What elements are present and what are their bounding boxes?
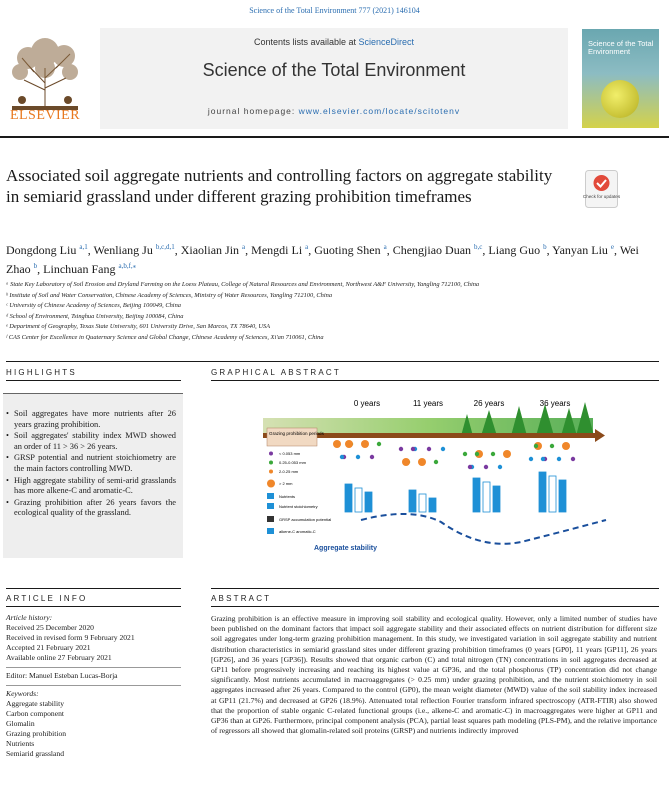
author-name[interactable]: Wenliang Ju $^{b,c,d,1}$ — [93, 243, 175, 257]
aggregate-particle — [333, 440, 341, 448]
section-rule — [211, 588, 659, 589]
legend-label: alkene-C aromatic-C — [279, 529, 316, 534]
divider — [6, 685, 181, 686]
legend-swatch — [267, 503, 274, 509]
article-title: Associated soil aggregate nutrients and controlling factors on aggregate stability in semiarid grassland under different grazing prohibition timeframes — [6, 166, 553, 206]
legend-swatch — [269, 452, 273, 456]
history-entry: Accepted 21 February 2021 — [6, 643, 91, 652]
author-affiliation-marker[interactable]: a — [305, 243, 309, 251]
author-name[interactable]: Linchuan Fang $^{a,b,f,⁎}$ — [43, 262, 137, 276]
header-rule — [0, 136, 669, 138]
aggregate-particle — [340, 455, 344, 459]
history-entry: Available online 27 February 2021 — [6, 653, 112, 662]
legend-label: 0.25-0.053 mm — [279, 460, 306, 465]
affiliation-line: ᵇ Institute of Soil and Water Conservation, Chinese Academy of Sciences, Ministry of Water Resources, Yangling 712100, China — [6, 291, 333, 299]
author-name[interactable]: Wei Zhao $^b$ — [6, 243, 639, 276]
graphical-abstract-figure — [211, 392, 659, 577]
legend-swatch — [267, 516, 274, 522]
aggregate-particle — [529, 457, 533, 461]
cover-graphic — [601, 80, 639, 118]
aggregate-particle — [441, 447, 445, 451]
history-entry: Received 25 December 2020 — [6, 623, 94, 632]
ga-bar — [419, 494, 426, 512]
aggregate-particle — [541, 457, 545, 461]
aggregate-particle — [562, 442, 570, 450]
aggregate-particle — [491, 452, 495, 456]
aggregate-particle — [361, 440, 369, 448]
aggregate-particle — [399, 447, 403, 451]
aggregate-particle — [503, 450, 511, 458]
legend-label: > 2 mm — [279, 481, 293, 486]
divider — [6, 667, 181, 668]
sciencedirect-link[interactable]: ScienceDirect — [358, 37, 415, 47]
affiliations — [6, 280, 666, 344]
section-rule — [211, 606, 659, 607]
aggregate-particle — [370, 455, 374, 459]
check-for-updates-badge[interactable] — [582, 170, 621, 208]
aggregate-particle — [427, 447, 431, 451]
highlight-item: • Soil aggregates have more nutrients after 26 years grazing prohibition. — [6, 409, 176, 430]
author-name[interactable]: Mengdi Li $^a$ — [251, 243, 309, 257]
keyword: Carbon component — [6, 709, 64, 718]
legend-title: Grazing prohibition periods — [269, 431, 324, 436]
highlights-heading: HIGHLIGHTS — [6, 368, 77, 377]
affiliation-line: ᵈ School of Environment, Tsinghua University, Beijing 100084, China — [6, 312, 184, 320]
ga-bar — [493, 486, 500, 512]
section-rule — [6, 361, 659, 362]
aggregate-particle — [534, 444, 538, 448]
history-list — [6, 623, 191, 663]
ga-bar — [355, 488, 362, 512]
article-info-heading: ARTICLE INFO — [6, 594, 88, 603]
aggregate-stability-label: Aggregate stability — [314, 545, 378, 552]
affiliation-line: ᵃ State Key Laboratory of Soil Erosion and Dryland Farming on the Loess Plateau, College of Natural Resources and Environment, Northwest A&F University, Yangling 712100, China — [6, 281, 480, 288]
aggregate-particle — [571, 457, 575, 461]
affiliation-line: ᶜ University of Chinese Academy of Sciences, Beijing 100049, China — [6, 302, 181, 310]
ga-bar — [483, 482, 490, 512]
author-name[interactable]: Chengjiao Duan $^{b,c}$ — [392, 243, 483, 257]
ga-bar — [539, 472, 546, 512]
author-affiliation-marker[interactable]: a — [242, 243, 246, 251]
aggregate-particle — [557, 457, 561, 461]
author-affiliation-marker[interactable]: a,1 — [79, 243, 88, 251]
author-affiliation-marker[interactable]: b — [33, 262, 38, 270]
keywords-list — [6, 699, 191, 759]
keyword: Semiarid grassland — [6, 749, 64, 758]
publisher-wordmark: ELSEVIER — [9, 108, 81, 123]
keyword: Glomalin — [6, 719, 35, 728]
aggregate-particle — [463, 452, 467, 456]
cover-title: Science of the Total Environment — [588, 39, 654, 56]
aggregate-particle — [550, 444, 554, 448]
author-affiliation-marker[interactable]: e — [610, 243, 615, 251]
highlight-item: • GRSP potential and nutrient stoichiometry are the main factors controlling MWD. — [6, 453, 176, 474]
affiliation-line: ᶠ CAS Center for Excellence in Quaternary Science and Global Change, Chinese Academy of Sciences, Xi'an 710061, China — [6, 333, 324, 341]
author-affiliation-marker[interactable]: b,c — [474, 243, 483, 251]
timeline-label: 36 years — [539, 399, 571, 408]
legend-swatch — [269, 461, 273, 465]
section-rule — [211, 380, 659, 381]
ga-bar — [429, 498, 436, 512]
aggregate-particle — [484, 465, 488, 469]
homepage-link[interactable]: www.elsevier.com/locate/scitotenv — [298, 106, 461, 116]
author-affiliation-marker[interactable]: b — [543, 243, 547, 251]
keywords-label: Keywords: — [6, 689, 39, 698]
timeline-label: 0 years — [353, 399, 381, 408]
legend-label: Nutrient stoichiometry — [279, 504, 318, 509]
legend-swatch — [269, 470, 273, 474]
timeline-label: 11 years — [412, 399, 444, 408]
author-name[interactable]: Dongdong Liu $^{a,1}$ — [6, 243, 88, 257]
legend-swatch — [267, 528, 274, 534]
section-rule — [6, 606, 181, 607]
journal-title: Science of the Total Environment — [202, 60, 466, 80]
aggregate-particle — [418, 458, 426, 466]
affiliation-line: ᵉ Department of Geography, Texas State University, 601 University Drive, San Marcos, TX 78640, USA — [6, 323, 271, 331]
aggregate-particle — [411, 447, 415, 451]
author-affiliation-marker[interactable]: b,c,d,1 — [155, 243, 175, 251]
ga-bar — [549, 476, 556, 512]
timeline-label: 26 years — [473, 399, 505, 408]
ga-bar — [365, 492, 372, 512]
legend-label: GRSP accumulation potential — [279, 517, 332, 522]
author-name[interactable]: Guoting Shen $^a$ — [314, 243, 387, 257]
history-entry: Received in revised form 9 February 2021 — [6, 633, 135, 642]
author-name[interactable]: Xiaolian Jin $^a$ — [180, 243, 246, 257]
svg-text:Check for updates: Check for updates — [582, 194, 621, 199]
ga-bar — [559, 480, 566, 512]
highlights-list — [6, 409, 176, 520]
keyword: Aggregate stability — [6, 699, 64, 708]
graphical-abstract-heading: GRAPHICAL ABSTRACT — [211, 368, 341, 377]
highlight-item: • Grazing prohibition after 26 years favors the ecological quality of the grassland. — [6, 498, 176, 519]
article-info — [6, 613, 191, 759]
aggregate-particle — [377, 442, 381, 446]
abstract-text: Grazing prohibition is an effective measure in improving soil stability and ecological quality. However, only a limited number of studies have been published on the dominant factors that impact soil aggregate stability and their associated effects on nutrient distribution for different size soil aggregates under long-term grazing prohibition management. In this study, we investigated variation in soil aggregate stability and nutrient distribution characteristics in semiarid grassland sites under different grazing prohibition timeframes (0 years [GP0], 11 years [GP11], 26 years [GP26], and 36 years [GP36]). Results showed that organic carbon (C) and total nitrogen (TN) concentrations in soil aggregates decreased at GP11 before progressively increasing and reaching its highest value at GP36, and the total phosphorus (TP) concentration did not change significantly. Most nutrients accumulated in macroaggregates (> 0.25 mm) under grazing prohibition, and the nutrient stoichiometry in soil aggregates increased after 26 years. Compared to the control (GP0), the mean weight diameter (MWD) value of the soil stability index increased at GP11 (21.7%) and decreased at GP26 (18.9%). Attenuated total reflection Fourier transform infrared spectroscopy (ATR-FTIR) also showed that the proportion of stable organic C-related functional groups (i.e., alkene-C and aromatic-C) in macroaggregates were higher at GP11 and GP36 than at GP26. Furthermore, principal component analysis (PCA), partial least squares path modeling (PLS-PM), and the relative importance of regressors all showed that glomalin-related soil proteins (GRSP) and nutrients indirectly improved — [211, 614, 657, 736]
aggregate-particle — [345, 440, 353, 448]
journal-homepage: journal homepage: www.elsevier.com/locate/scitotenv — [207, 106, 461, 116]
ga-bar — [345, 484, 352, 512]
author-affiliation-marker[interactable]: a,b,f,⁎ — [118, 262, 137, 270]
section-rule — [6, 588, 181, 589]
ga-bar — [473, 478, 480, 512]
author-name[interactable]: Liang Guo $^b$ — [488, 243, 547, 257]
legend-swatch — [267, 493, 274, 499]
author-list: Dongdong Liu $^{a,1}$, Wenliang Ju $^{b,c,d,1}$, Xiaolian Jin $^a$, Mengdi Li $^a$, Guoting Shen $^a$, Chengjiao Duan $^{b,c}$, Liang Guo $^b$, Yanyan Liu $^e$, Wei Zhao $^b$, Linchuan Fang $^{a,b,f,⁎}$ — [6, 243, 639, 276]
abstract-heading: ABSTRACT — [211, 594, 272, 603]
author-name[interactable]: Yanyan Liu $^e$ — [552, 243, 615, 257]
ga-bar — [409, 490, 416, 512]
journal-reference: Science of the Total Environment 777 (2021) 146104 — [249, 6, 420, 15]
aggregate-particle — [475, 452, 479, 456]
legend-label: 2-0.25 mm — [279, 469, 299, 474]
section-rule — [6, 380, 181, 381]
aggregate-particle — [402, 458, 410, 466]
aggregate-particle — [434, 460, 438, 464]
highlight-item: • Soil aggregates' stability index MWD showed an order of 11 > 36 > 26 years. — [6, 431, 176, 452]
editor: Editor: Manuel Esteban Lucas-Borja — [6, 671, 118, 680]
keyword: Nutrients — [6, 739, 35, 748]
history-label: Article history: — [6, 613, 53, 622]
contents-line: Contents lists available at ScienceDirect — [253, 37, 415, 47]
keyword: Grazing prohibition — [6, 729, 67, 738]
highlight-item: • High aggregate stability of semi-arid grasslands has more alkene-C and aromatic-C. — [6, 476, 176, 497]
aggregate-particle — [498, 465, 502, 469]
legend-label: Nutrients — [279, 494, 296, 499]
author-affiliation-marker[interactable]: a — [383, 243, 387, 251]
aggregate-particle — [468, 465, 472, 469]
legend-label: < 0.053 mm — [279, 451, 301, 456]
legend-swatch — [267, 480, 275, 488]
aggregate-particle — [356, 455, 360, 459]
